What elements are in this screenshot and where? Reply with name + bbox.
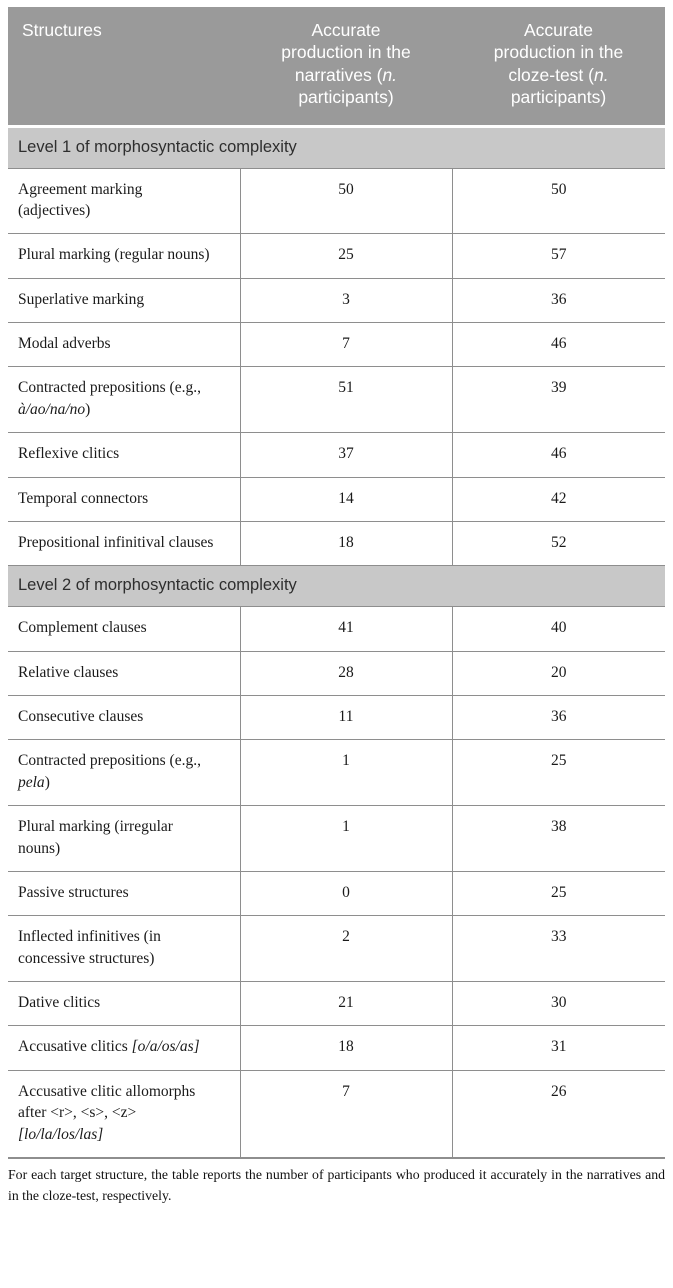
structure-cell [8,607,240,651]
narratives-value-cell: 37 [240,433,452,477]
structure-cell [8,521,240,565]
narratives-value-cell: 50 [240,168,452,234]
cloze-value-cell: 46 [452,323,665,367]
results-table [8,7,665,1159]
section-header-label: Level 1 of morphosyntactic complexity [8,126,665,168]
cloze-value-cell: 25 [452,871,665,915]
text: Modal adverbs [18,335,111,353]
cloze-value-cell: 30 [452,982,665,1026]
structure-cell [8,740,240,806]
text: Accurate production in the narratives ( [281,20,411,85]
narratives-value-cell: 7 [240,1070,452,1158]
structure-cell [8,234,240,278]
table-footnote: For each target structure, the table reports the number of participants who produced it accurately in the narratives and in the cloze-test, respectively. [8,1166,665,1203]
structure-cell [8,982,240,1026]
structure-cell [8,367,240,433]
table-row [8,607,665,651]
narratives-value-cell: 11 [240,696,452,740]
italic-text: pela [18,773,45,791]
cloze-value-cell: 39 [452,367,665,433]
table-row [8,1070,665,1158]
italic-text: [lo/la/los/las] [18,1125,104,1143]
column-header-1 [240,7,452,126]
text: Agreement marking (adjectives) [18,180,143,219]
cloze-value-cell: 36 [452,696,665,740]
cloze-value-cell: 36 [452,278,665,322]
narratives-value-cell: 41 [240,607,452,651]
table-row [8,871,665,915]
text: Contracted prepositions (e.g., [18,379,201,397]
cloze-value-cell: 38 [452,806,665,872]
narratives-value-cell: 1 [240,740,452,806]
structure-cell [8,278,240,322]
cloze-value-cell: 31 [452,1026,665,1070]
cloze-value-cell: 42 [452,477,665,521]
structure-cell [8,477,240,521]
structure-cell [8,1026,240,1070]
text: Passive structures [18,883,129,901]
structure-cell [8,916,240,982]
cloze-value-cell: 50 [452,168,665,234]
column-header-0 [8,7,240,126]
structure-cell [8,323,240,367]
table-row [8,168,665,234]
text: ) [85,400,91,418]
section-row-2 [8,566,665,607]
narratives-value-cell: 25 [240,234,452,278]
text: Dative clitics [18,994,101,1012]
text: Reflexive clitics [18,445,120,463]
cloze-value-cell: 25 [452,740,665,806]
cloze-value-cell: 52 [452,521,665,565]
text: participants) [298,87,394,108]
cloze-value-cell: 20 [452,651,665,695]
structure-cell [8,433,240,477]
structure-cell [8,651,240,695]
text: Superlative marking [18,290,145,308]
text: Accusative clitic allomorphs after <r>, <s>, <z> [18,1082,196,1122]
narratives-value-cell: 28 [240,651,452,695]
table-row [8,740,665,806]
structure-cell [8,871,240,915]
narratives-value-cell: 14 [240,477,452,521]
italic-text: à/ao/na/no [18,400,86,418]
text: Plural marking (regular nouns) [18,246,210,264]
table-row [8,916,665,982]
text: ) [44,773,50,791]
structure-cell [8,168,240,234]
italic-text: n. [593,64,609,85]
narratives-value-cell: 18 [240,521,452,565]
header-row [8,7,665,126]
table-row [8,651,665,695]
table-row [8,323,665,367]
section-row-1 [8,126,665,168]
narratives-value-cell: 18 [240,1026,452,1070]
text: Consecutive clauses [18,708,144,726]
table-row [8,234,665,278]
table-row [8,806,665,872]
table-row [8,1026,665,1070]
table-row [8,982,665,1026]
cloze-value-cell: 57 [452,234,665,278]
text: Plural marking (irregular nouns) [18,818,173,857]
text: Complement clauses [18,619,147,637]
text: participants) [510,87,607,108]
narratives-value-cell: 21 [240,982,452,1026]
text: Accusative clitics [18,1038,132,1056]
table-row [8,278,665,322]
narratives-value-cell: 1 [240,806,452,872]
column-header-2 [452,7,665,126]
text: Temporal connectors [18,489,149,507]
cloze-value-cell: 33 [452,916,665,982]
table-row [8,433,665,477]
italic-text: n. [382,64,398,85]
table-row [8,367,665,433]
text: Structures [22,20,102,40]
text: Accurate production in the cloze-test ( [493,20,624,85]
structure-cell [8,806,240,872]
table-row [8,696,665,740]
text: Relative clauses [18,663,119,681]
text: Prepositional infinitival clauses [18,533,214,551]
table-header [8,7,665,126]
cloze-value-cell: 40 [452,607,665,651]
text: Inflected infinitives (in concessive structures) [18,928,161,967]
cloze-value-cell: 46 [452,433,665,477]
text: Contracted prepositions (e.g., [18,752,201,770]
narratives-value-cell: 3 [240,278,452,322]
narratives-value-cell: 2 [240,916,452,982]
table-row [8,521,665,565]
section-header-label: Level 2 of morphosyntactic complexity [8,566,665,607]
cloze-value-cell: 26 [452,1070,665,1158]
table-body [8,126,665,1158]
structure-cell [8,696,240,740]
narratives-value-cell: 7 [240,323,452,367]
structure-cell [8,1070,240,1158]
table-row [8,477,665,521]
narratives-value-cell: 51 [240,367,452,433]
narratives-value-cell: 0 [240,871,452,915]
italic-text: [o/a/os/as] [131,1038,200,1056]
